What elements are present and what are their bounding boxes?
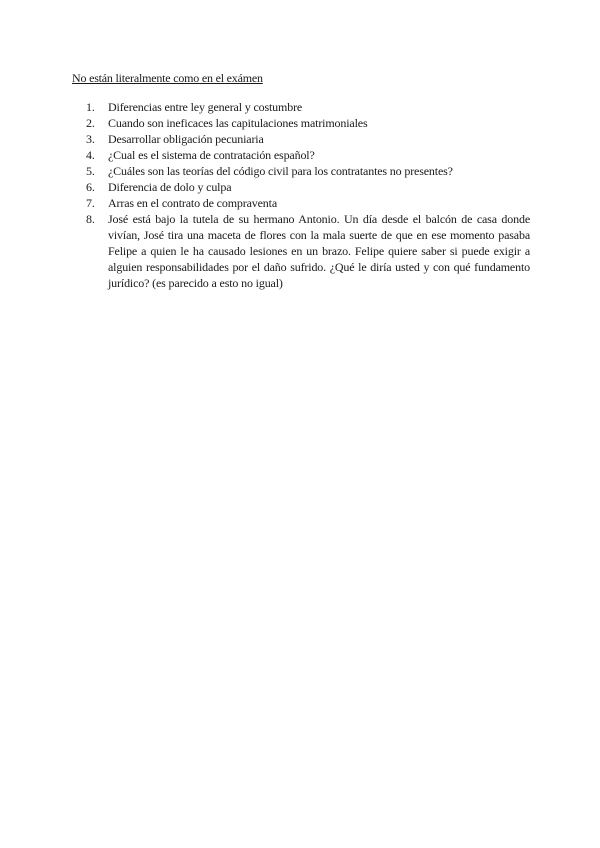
question-number: 5.	[86, 164, 95, 178]
question-text: Arras en el contrato de compraventa	[108, 196, 278, 210]
question-text: Diferencias entre ley general y costumbre	[108, 100, 303, 114]
question-text: José está bajo la tutela de su hermano Antonio. Un día desde el balcón de casa donde vivían, José tira una maceta de flores con la mala suerte de que en ese momento pasaba Felipe a quien le ha causado lesiones en un brazo. Felipe quiere saber si puede exigir a alguien responsabilidades por el daño sufrido. ¿Qué le diría usted y con qué fundamento jurídico? (es parecido a esto no igual)	[108, 212, 530, 290]
question-number: 1.	[86, 100, 95, 114]
question-list	[72, 99, 530, 291]
list-item	[72, 147, 530, 163]
question-text: Cuando son ineficaces las capitulaciones matrimoniales	[108, 116, 368, 130]
question-text: ¿Cual es el sistema de contratación español?	[108, 148, 315, 162]
list-item	[72, 163, 530, 179]
question-text: ¿Cuáles son las teorías del código civil para los contratantes no presentes?	[108, 164, 453, 178]
list-item	[72, 195, 530, 211]
list-item	[72, 131, 530, 147]
question-number: 6.	[86, 180, 95, 194]
list-item	[72, 179, 530, 195]
question-text: Diferencia de dolo y culpa	[108, 180, 232, 194]
list-item	[72, 115, 530, 131]
question-number: 7.	[86, 196, 95, 210]
list-item	[72, 211, 530, 291]
question-number: 4.	[86, 148, 95, 162]
document-heading: No están literalmente como en el exámen	[72, 71, 263, 85]
question-number: 8.	[86, 212, 95, 226]
question-number: 2.	[86, 116, 95, 130]
question-text: Desarrollar obligación pecuniaria	[108, 132, 264, 146]
question-number: 3.	[86, 132, 95, 146]
list-item	[72, 99, 530, 115]
